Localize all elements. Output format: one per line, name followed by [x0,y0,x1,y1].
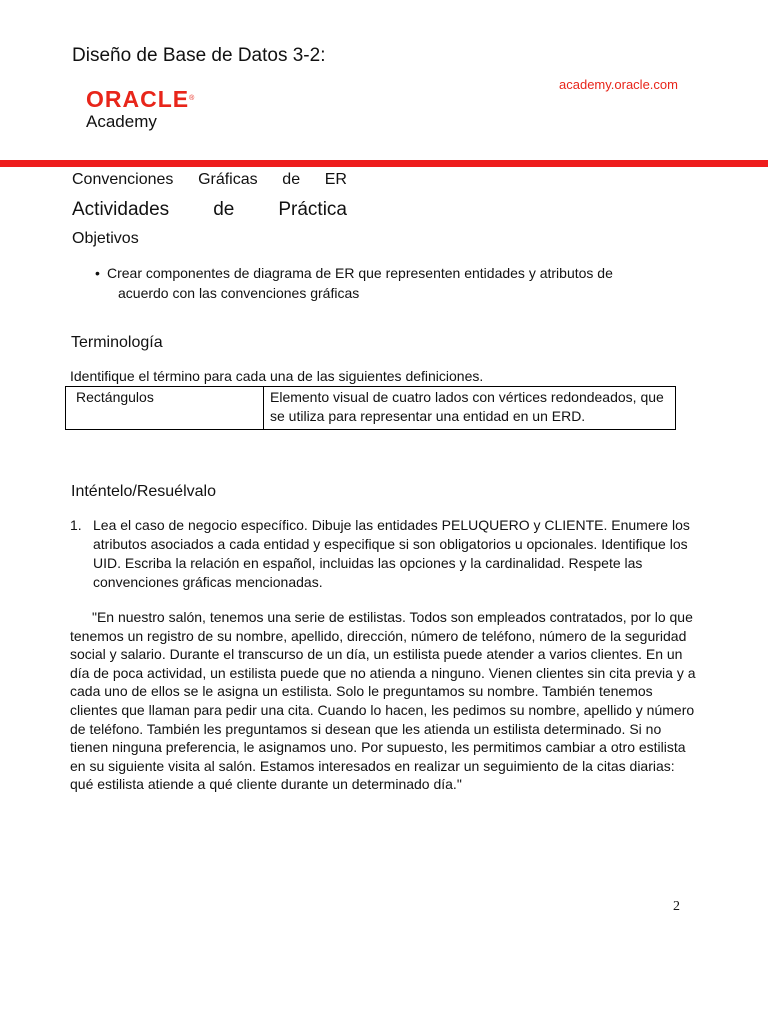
site-url-link[interactable]: academy.oracle.com [559,77,678,92]
terminology-heading: Terminología [71,334,163,351]
objectives-heading: Objetivos [72,230,139,247]
subtitle-word: de [282,171,301,188]
try-it-heading: Inténtelo/Resuélvalo [71,483,216,500]
header-divider-bar [0,160,768,167]
subtitle-word: ER [324,171,347,188]
oracle-academy-logo [86,86,195,132]
business-case-text: "En nuestro salón, tenemos una serie de estilistas. Todos son empleados contratados, por lo que tenemos un registro de su nombre, apellido, dirección, número de teléfono, número de la seguridad social y salario. Durante el transcurso de un día, un estilista puede atender a varios clientes. En un día de poca actividad, un estilista puede que no atienda a ninguno. Vienen clientes sin cita previa y a cada uno de ellos se le asigna un estilista. Solo le preguntamos su nombre. También tenemos clientes que llaman para pedir una cita. Cuando lo hacen, les pedimos su nombre, apellido y número de teléfono. También les preguntamos si desean que les atienda un estilista determinado. Si no tienen ninguna preferencia, le asignamos uno. Por supuesto, les permitimos cambiar a otro estilista en su siguiente visita al salón. Estamos interesados en realizar un seguimiento de la citas diarias: qué estilista atiende a qué cliente durante un determinado día." [70,609,696,793]
terminology-table [65,386,676,430]
task-number: 1. [70,517,82,533]
page-number: 2 [673,899,680,914]
heading-word: de [213,199,235,220]
subtitle-word: Gráficas [198,171,258,188]
task-text: Lea el caso de negocio específico. Dibuje las entidades PELUQUERO y CLIENTE. Enumere los atributos asociados a cada entidad y especifique si son obligatorios u opcionales. Identifique los UID. Escriba la relación en español, incluidas las opciones y la cardinalidad. Respete las convenciones gráficas mencionadas. [93,517,690,590]
bullet-icon: • [95,265,100,281]
definition-cell: Elemento visual de cuatro lados con vértices redondeados, que se utiliza para representar una entidad en un ERD. [270,389,664,424]
heading-word: Actividades [72,199,170,220]
document-title: Diseño de Base de Datos 3-2: [72,45,326,66]
logo-wordmark: ORACLE® [86,86,196,112]
heading-word: Práctica [278,199,347,220]
registered-mark: ® [189,95,196,102]
lesson-heading [72,199,347,221]
lesson-subtitle [72,171,347,189]
term-cell: Rectángulos [66,387,264,429]
objective-text-line: Crear componentes de diagrama de ER que representen entidades y atributos de [107,265,613,281]
objective-text-line: acuerdo con las convenciones gráficas [118,285,360,301]
logo-subtitle: Academy [86,112,157,131]
subtitle-word: Convenciones [72,171,174,188]
terminology-intro: Identifique el término para cada una de las siguientes definiciones. [70,368,484,384]
